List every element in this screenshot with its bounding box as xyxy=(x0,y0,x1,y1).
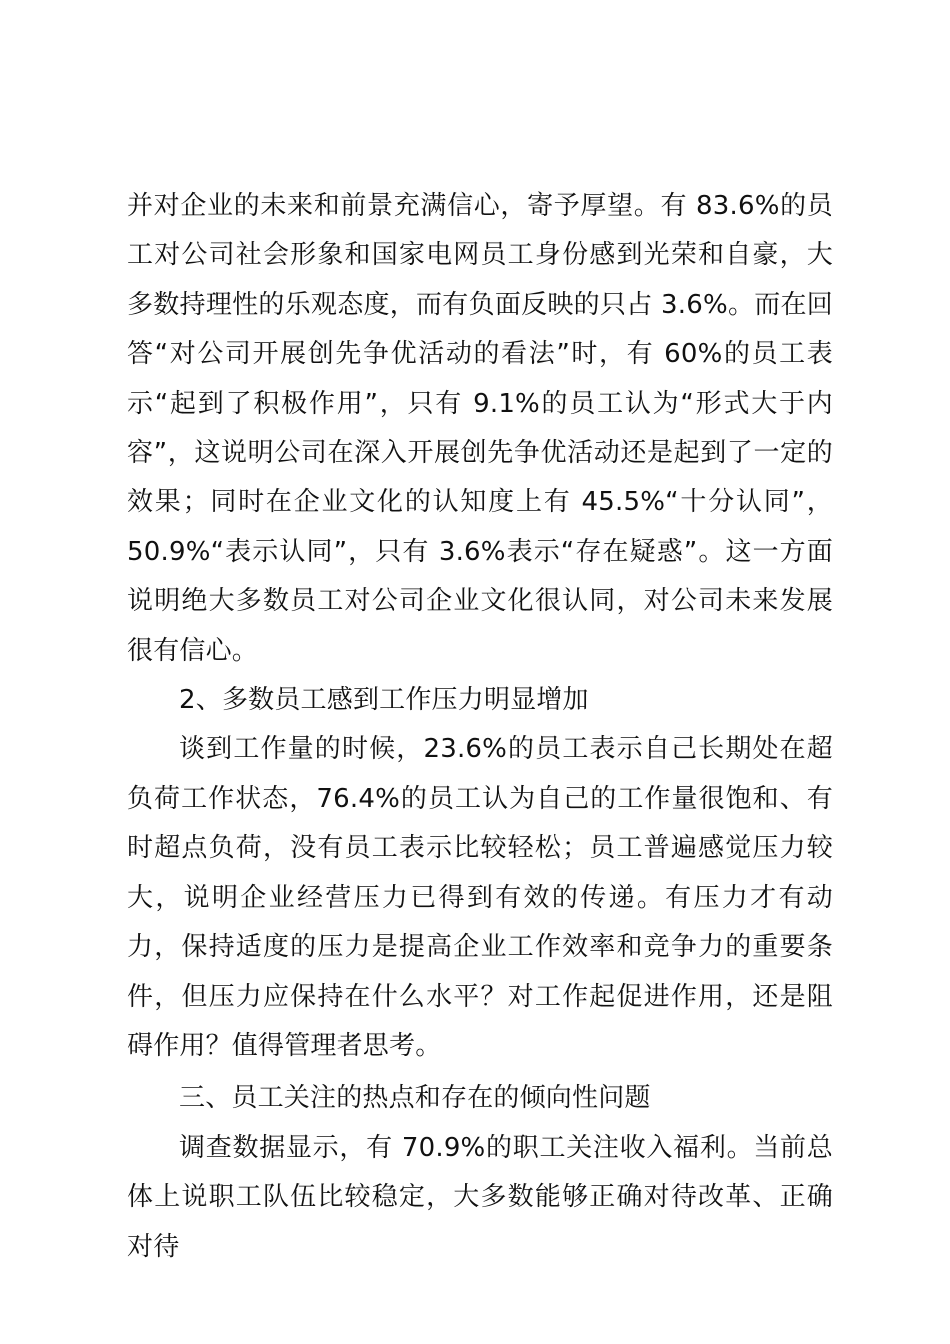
paragraph-survey-data: 调查数据显示，有 70.9%的职工关注收入福利。当前总体上说职工队伍比较稳定，大多数能够正确对待改革、正确对待 xyxy=(127,1132,833,1262)
section-heading-employee-concerns: 三、员工关注的热点和存在的倾向性问题 xyxy=(179,1083,651,1114)
section-heading-work-pressure: 2、多数员工感到工作压力明显增加 xyxy=(179,685,589,716)
paragraph-morale: 并对企业的未来和前景充满信心，寄予厚望。有 83.6%的员工对公司社会形象和国家电网员工身份感到光荣和自豪，大多数持理性的乐观态度，而有负面反映的只占 3.6%。而在回答“对公司开展创先争优活动的看法”时，有 60%的员工表示“起到了积极作用”，只有 9.1%的员工认为“形式大于内容”，这说明公司在深入开展创先争优活动还是起到了一定的效果；同时在企业文化的认知度上有 45.5%“十分认同”，50.9%“表示认同”，只有 3.6%表示“存在疑惑”。这一方面说明绝大多数员工对公司企业文化很认同，对公司未来发展很有信心。 xyxy=(127,191,834,666)
document-body xyxy=(127,182,833,1272)
paragraph-workload: 谈到工作量的时候，23.6%的员工表示自己长期处在超负荷工作状态，76.4%的员工认为自己的工作量很饱和、有时超点负荷，没有员工表示比较轻松；员工普遍感觉压力较大，说明企业经营压力已得到有效的传递。有压力才有动力，保持适度的压力是提高企业工作效率和竞争力的重要条件，但压力应保持在什么水平？对工作起促进作用，还是阻碍作用？值得管理者思考。 xyxy=(127,734,833,1061)
